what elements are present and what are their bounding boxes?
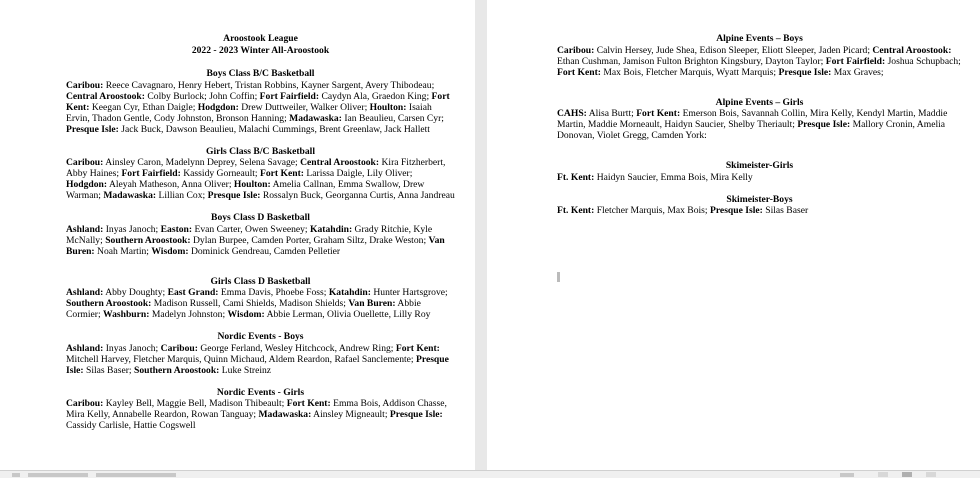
player-names: Mitchell Harvey, Fletcher Marquis, Quinn Michaud, Aldem Reardon, Rafael Sanclemente; <box>66 353 414 365</box>
section-body <box>557 205 962 216</box>
section-heading: Nordic Events - Girls <box>216 386 305 398</box>
focus-mode-icon[interactable] <box>840 473 854 477</box>
school-label: Presque Isle: <box>66 353 449 376</box>
school-label: Fort Fairfield: <box>121 168 181 179</box>
section-skimeister-boys <box>557 194 962 217</box>
section-girls-d <box>66 276 455 321</box>
section-heading: Boys Class B/C Basketball <box>206 68 315 79</box>
document-subtitle: 2022 - 2023 Winter All-Aroostook <box>191 44 330 56</box>
school-label: Presque Isle: <box>207 190 261 201</box>
school-label: Presque Isle: <box>66 123 119 135</box>
school-label: Central Aroostook: <box>66 90 145 102</box>
school-label: Caribou: <box>66 398 104 409</box>
school-label: Ashland: <box>66 342 104 354</box>
school-label: Katahdin: <box>328 287 371 298</box>
school-label: Southern Aroostook: <box>105 234 191 246</box>
school-label: Ashland: <box>66 287 104 298</box>
section-body <box>66 287 455 320</box>
school-label: Caribou: <box>66 79 104 91</box>
school-label: Fort Kent: <box>260 168 304 179</box>
school-label: Fort Kent: <box>286 398 331 409</box>
section-heading: Alpine Events – Girls <box>715 96 804 108</box>
player-names: Madelyn Johnston; <box>151 309 226 320</box>
section-heading: Boys Class D Basketball <box>211 212 310 223</box>
school-label: Fort Fairfield: <box>825 55 886 67</box>
school-label: Ashland: <box>66 223 104 235</box>
section-nordic-girls <box>66 387 455 432</box>
school-label: CAHS: <box>557 108 587 119</box>
school-label: Presque Isle: <box>709 205 763 216</box>
player-names: Rossalyn Buck, Georganna Curtis, Anna Jandreau <box>262 190 455 201</box>
player-names: Emerson Bois, Savannah Collin, Mira Kelly, Kendyl Martin, Maddie Martin, Maddie Morneault, Haidyn Saucier, Shelby Theriault; <box>557 108 948 130</box>
school-label: Caribou: <box>66 157 104 168</box>
school-label: Presque Isle: <box>797 119 851 130</box>
school-label: Madawaska: <box>103 190 157 201</box>
school-label: Madawaska: <box>289 112 342 124</box>
page-info-icon[interactable] <box>12 473 20 477</box>
school-label: Houlton: <box>369 101 407 113</box>
school-label: Katahdin: <box>310 223 353 235</box>
school-label: Fort Kent: <box>395 342 440 354</box>
player-names: Silas Baser <box>765 205 809 216</box>
school-label: Caribou: <box>160 342 198 354</box>
player-names: Ainsley Migneault; <box>313 409 388 420</box>
section-skimeister-girls <box>557 160 962 183</box>
section-boys-d <box>66 212 455 257</box>
document-page-left[interactable] <box>0 0 475 470</box>
player-names: Inyas Janoch; <box>105 223 159 235</box>
player-names: Kassidy Gorneault; <box>183 168 258 179</box>
school-label: Fort Kent: <box>636 108 681 119</box>
section-girls-bc <box>66 146 455 202</box>
player-names: Emma Davis, Phoebe Foss; <box>220 287 327 298</box>
player-names: Calvin Hersey, Jude Shea, Edison Sleeper, Eliott Sleeper, Jaden Picard; <box>596 44 871 56</box>
player-names: Amelia Callnan, Emma Swallow, Drew Warman; <box>66 179 425 201</box>
school-label: Van Buren: <box>348 298 396 309</box>
school-label: Hodgdon: <box>197 101 239 113</box>
document-title: Aroostook League <box>223 33 298 44</box>
player-names: Reece Cavagnaro, Henry Hebert, Tristan Robbins, Kayner Sargent, Avery Thibodeau; <box>105 79 435 91</box>
player-names: George Ferland, Wesley Hitchcock, Andrew Ring; <box>200 342 394 354</box>
section-alpine-boys <box>557 33 962 78</box>
school-label: Madawaska: <box>258 409 312 420</box>
player-names: Abbie Lerman, Olivia Ouellette, Lilly Roy <box>266 309 431 320</box>
school-label: Easton: <box>160 223 193 235</box>
player-names: Grady Ritchie, Kyle McNally; <box>66 223 433 246</box>
player-names: Max Bois, Fletcher Marquis, Wyatt Marquis; <box>603 66 777 78</box>
section-body <box>66 80 455 135</box>
school-label: Ft. Kent: <box>557 171 595 183</box>
school-label: Presque Isle: <box>389 409 443 420</box>
player-names: Ethan Cushman, Jamison Fulton Brighton Kingsbury, Dayton Taylor; <box>557 55 824 67</box>
player-names: Ian Beaulieu, Carsen Cyr; <box>344 112 444 124</box>
school-label: Presque Isle: <box>778 66 832 78</box>
document-page-right[interactable] <box>487 0 980 470</box>
school-label: Fort Kent: <box>557 66 601 78</box>
player-names: Abby Doughty; <box>105 287 166 298</box>
player-names: Drew Duttweiler, Walker Oliver; <box>241 101 368 113</box>
player-names: Kayley Bell, Maggie Bell, Madison Thibeault; <box>105 398 285 409</box>
document-title-block <box>66 33 455 56</box>
player-names: Mallory Cronin, Amelia Donovan, Violet Gregg, Camden York: <box>557 119 946 141</box>
player-names: Lillian Cox; <box>158 190 206 201</box>
print-layout-icon[interactable] <box>902 472 912 477</box>
player-names: Haidyn Saucier, Emma Bois, Mira Kelly <box>596 171 753 183</box>
player-names: Kira Fitzherbert, Abby Haines; <box>66 157 446 179</box>
player-names: Keegan Cyr, Ethan Daigle; <box>91 101 196 113</box>
school-label: East Grand: <box>167 287 219 298</box>
school-label: Houlton: <box>233 179 271 190</box>
player-names: Ainsley Caron, Madelynn Deprey, Selena Savage; <box>105 157 298 168</box>
section-body <box>557 172 962 183</box>
school-label: Central Aroostook: <box>872 44 952 56</box>
player-names: Abbie Cormier; <box>66 298 421 320</box>
player-names: Silas Baser; <box>86 364 132 376</box>
section-body <box>66 343 455 376</box>
player-names: Dominick Gendreau, Camden Pelletier <box>190 245 341 257</box>
web-layout-icon[interactable] <box>926 472 936 477</box>
text-cursor <box>557 272 560 282</box>
player-names: Inyas Janoch; <box>105 342 159 354</box>
player-names: Caydyn Ala, Graedon King; <box>321 90 430 102</box>
school-label: Fort Fairfield: <box>259 90 320 102</box>
section-body <box>66 398 455 431</box>
school-label: Wisdom: <box>151 245 189 257</box>
section-nordic-boys <box>66 331 455 376</box>
word-count-indicator[interactable] <box>96 473 176 477</box>
school-label: Central Aroostook: <box>300 157 380 168</box>
school-label: Wisdom: <box>227 309 265 320</box>
player-names: Max Graves; <box>833 66 884 78</box>
section-heading: Nordic Events - Boys <box>217 331 304 342</box>
page-count-indicator[interactable] <box>28 473 88 477</box>
school-label: Hodgdon: <box>66 179 108 190</box>
section-heading: Skimeister-Girls <box>725 160 794 171</box>
school-label: Caribou: <box>557 44 595 56</box>
school-label: Washburn: <box>103 309 150 320</box>
school-label: Southern Aroostook: <box>133 364 220 376</box>
player-names: Dylan Burpee, Camden Porter, Graham Siltz, Drake Weston; <box>192 234 427 246</box>
section-body <box>66 157 455 201</box>
section-heading: Girls Class D Basketball <box>210 275 311 287</box>
section-heading: Alpine Events – Boys <box>716 33 803 44</box>
player-names: Larissa Daigle, Lily Oliver; <box>306 168 413 179</box>
section-alpine-girls <box>557 97 962 142</box>
player-names: Aleyah Matheson, Anna Oliver; <box>108 179 232 190</box>
player-names: Evan Carter, Owen Sweeney; <box>194 223 308 235</box>
section-body <box>557 45 962 78</box>
section-body <box>557 108 962 141</box>
section-heading: Skimeister-Boys <box>726 193 793 205</box>
player-names: Joshua Schupbach; <box>887 55 961 67</box>
school-label: Southern Aroostook: <box>66 298 152 309</box>
player-names: Fletcher Marquis, Max Bois; <box>596 205 708 216</box>
player-names: Noah Martin; <box>97 245 149 257</box>
player-names: Madison Russell, Cami Shields, Madison Shields; <box>153 298 346 309</box>
player-names: Colby Burlock; John Coffin; <box>147 90 258 102</box>
player-names: Isaiah Ervin, Thadon Gentle, Cody Johnston, Bronson Hanning; <box>66 101 432 124</box>
school-label: Ft. Kent: <box>557 205 595 216</box>
player-names: Alisa Burtt; <box>588 108 634 119</box>
player-names: Hunter Hartsgrove; <box>373 287 448 298</box>
player-names: Jack Buck, Dawson Beaulieu, Malachi Cummings, Brent Greenlaw, Jack Hallett <box>121 123 430 135</box>
player-names: Emma Bois, Addison Chasse, Mira Kelly, Annabelle Reardon, Rowan Tanguay; <box>66 398 447 420</box>
section-heading: Girls Class B/C Basketball <box>205 145 315 157</box>
player-names: Luke Streinz <box>221 364 272 376</box>
school-label: Van Buren: <box>66 234 445 257</box>
school-label: Fort Kent: <box>66 90 450 113</box>
section-body <box>66 224 455 257</box>
read-mode-icon[interactable] <box>878 472 888 477</box>
section-boys-bc <box>66 68 455 135</box>
player-names: Cassidy Carlisle, Hattie Cogswell <box>66 420 196 431</box>
